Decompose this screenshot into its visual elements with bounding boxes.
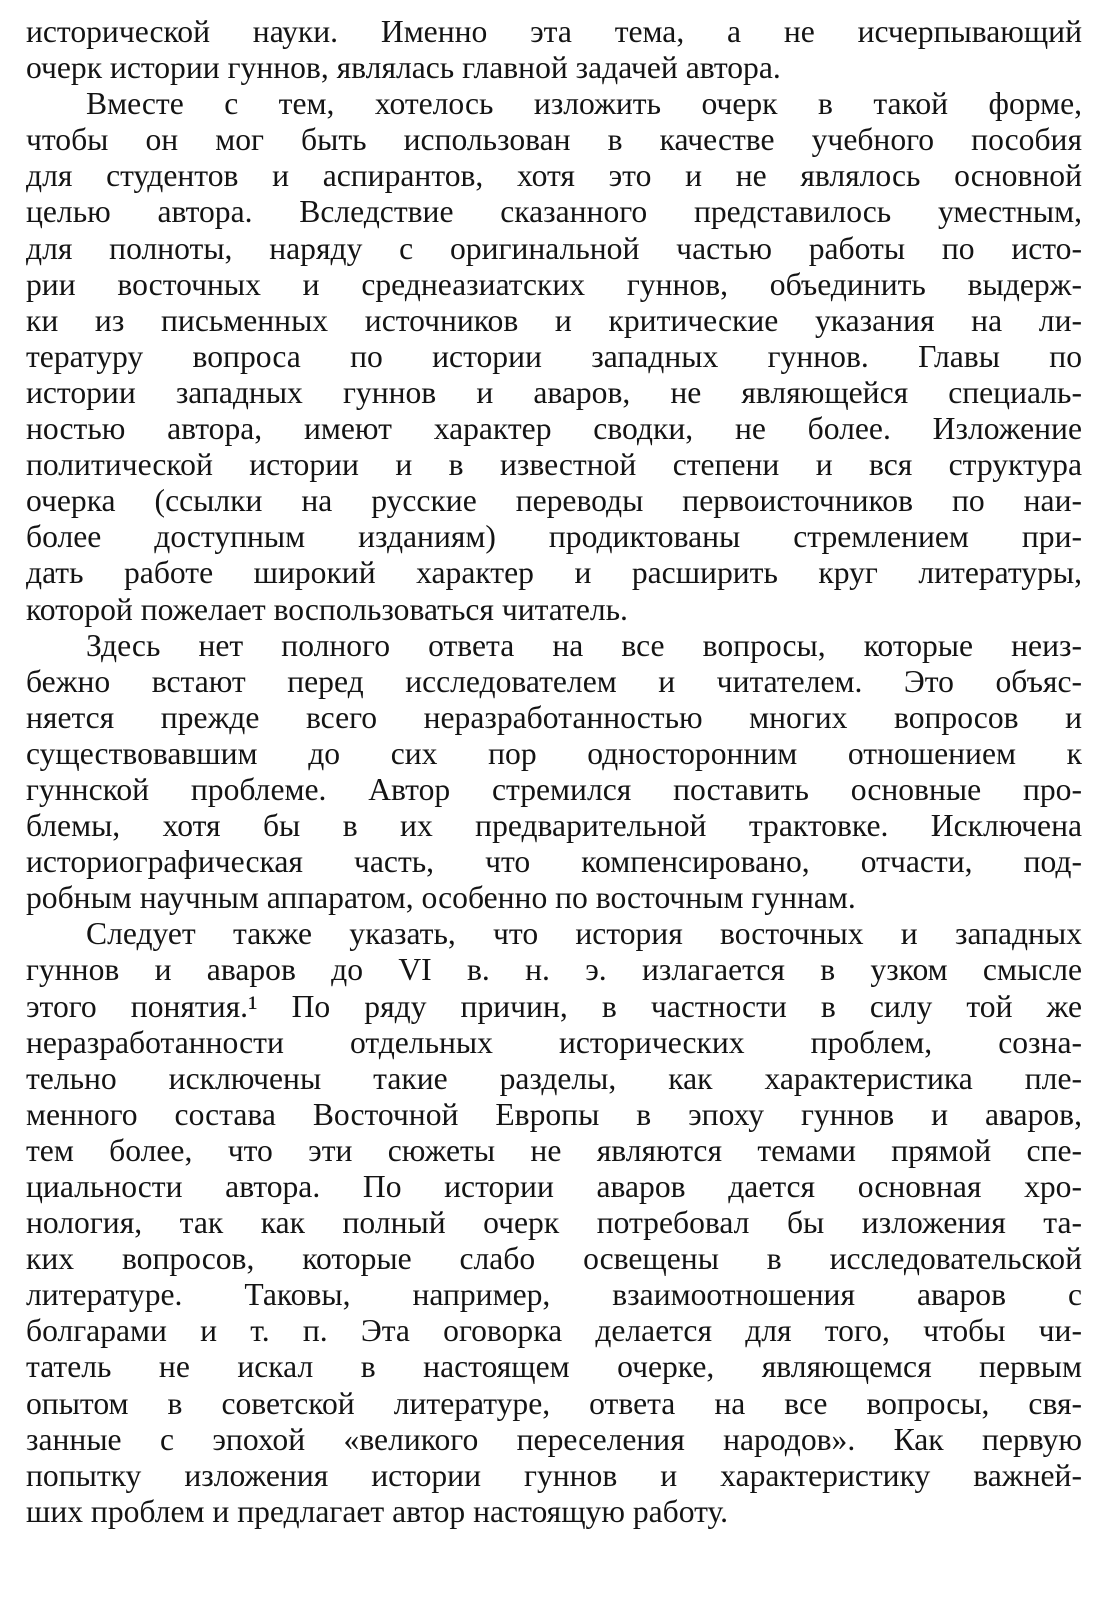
paragraph-1	[26, 14, 1082, 86]
text-line: политической истории и в известной степени и вся структура	[26, 447, 1082, 483]
book-page	[26, 14, 1082, 1530]
text-line: Следует также указать, что история восточных и западных	[86, 916, 1082, 952]
text-line: бежно встают перед исследователем и читателем. Это объяс-	[26, 663, 1082, 699]
text-line: очерк истории гуннов, являлась главной задачей автора.	[26, 50, 781, 86]
text-line: опытом в советской литературе, ответа на все вопросы, свя-	[26, 1385, 1082, 1421]
text-line: татель не искал в настоящем очерке, являющемся первым	[26, 1349, 1082, 1385]
text-line: существовавшим до сих пор односторонним отношением к	[26, 735, 1082, 771]
text-line: рии восточных и среднеазиатских гуннов, объединить выдерж-	[26, 266, 1082, 302]
text-line: тем более, что эти сюжеты не являются темами прямой спе-	[26, 1132, 1082, 1168]
paragraph-3	[26, 628, 1082, 917]
text-line: няется прежде всего неразработанностью многих вопросов и	[26, 699, 1082, 735]
text-line: историографическая часть, что компенсировано, отчасти, под-	[26, 844, 1082, 880]
text-line: блемы, хотя бы в их предварительной трактовке. Исключена	[26, 808, 1082, 844]
text-line: гуннской проблеме. Автор стремился поставить основные про-	[26, 771, 1082, 807]
text-line: ки из письменных источников и критические указания на ли-	[26, 302, 1082, 338]
text-line: Здесь нет полного ответа на все вопросы, которые неиз-	[86, 627, 1082, 663]
text-line: истории западных гуннов и аваров, не являющейся специаль-	[26, 374, 1082, 410]
text-line: целью автора. Вследствие сказанного представилось уместным,	[26, 194, 1082, 230]
text-line: неразработанности отдельных исторических проблем, созна-	[26, 1024, 1082, 1060]
text-line: ностью автора, имеют характер сводки, не более. Изложение	[26, 411, 1082, 447]
text-line: для полноты, наряду с оригинальной частью работы по исто-	[26, 230, 1082, 266]
text-line: попытку изложения истории гуннов и характеристику важней-	[26, 1457, 1082, 1493]
text-line: более доступным изданиям) продиктованы стремлением при-	[26, 519, 1082, 555]
text-line: для студентов и аспирантов, хотя это и не являлось основной	[26, 158, 1082, 194]
text-line: Вместе с тем, хотелось изложить очерк в такой форме,	[86, 86, 1082, 122]
text-line: циальности автора. По истории аваров дается основная хро-	[26, 1169, 1082, 1204]
text-line: тературу вопроса по истории западных гуннов. Главы по	[26, 338, 1082, 374]
paragraph-4	[26, 916, 1082, 1530]
text-line: гуннов и аваров до VI в. н. э. излагается в узком смысле	[26, 952, 1082, 988]
text-line: ких вопросов, которые слабо освещены в исследовательской	[26, 1241, 1082, 1277]
text-line: которой пожелает воспользоваться читатель.	[26, 591, 628, 627]
text-line: этого понятия.¹ По ряду причин, в частности в силу той же	[26, 988, 1082, 1024]
text-line: очерка (ссылки на русские переводы первоисточников по наи-	[26, 483, 1082, 519]
text-line: дать работе широкий характер и расширить круг литературы,	[26, 555, 1082, 591]
text-line: болгарами и т. п. Эта оговорка делается для того, чтобы чи-	[26, 1313, 1082, 1349]
paragraph-2	[26, 86, 1082, 627]
text-line: менного состава Восточной Европы в эпоху гуннов и аваров,	[26, 1096, 1082, 1132]
text-line: робным научным аппаратом, особенно по восточным гуннам.	[26, 880, 856, 916]
text-line: занные с эпохой «великого переселения народов». Как первую	[26, 1421, 1082, 1457]
text-line: ших проблем и предлагает автор настоящую работу.	[26, 1493, 729, 1529]
text-line: исторической науки. Именно эта тема, а не исчерпывающий	[26, 14, 1082, 49]
text-line: литературе. Таковы, например, взаимоотношения аваров с	[26, 1277, 1082, 1313]
text-line: нология, так как полный очерк потребовал бы изложения та-	[26, 1205, 1082, 1241]
text-line: чтобы он мог быть использован в качестве учебного пособия	[26, 122, 1082, 158]
text-line: тельно исключены такие разделы, как характеристика пле-	[26, 1060, 1082, 1096]
